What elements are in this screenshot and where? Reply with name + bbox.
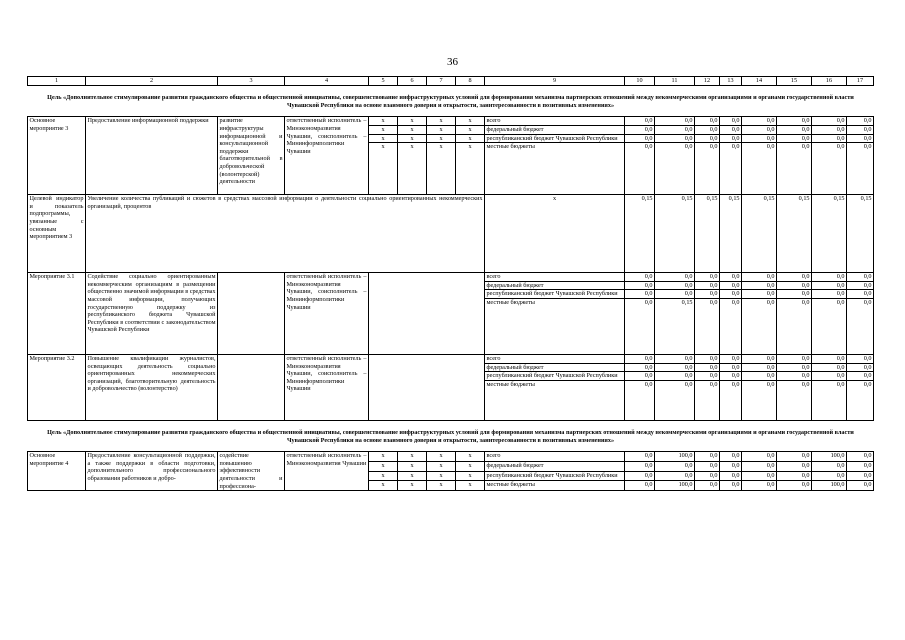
value-cell: 0,0 <box>812 354 847 363</box>
value-cell: 0,0 <box>695 273 720 282</box>
value-cell: 0,0 <box>720 281 742 290</box>
value-cell: 0,0 <box>812 126 847 135</box>
value-cell: 100,0 <box>812 481 847 491</box>
value-cell: 0,0 <box>777 143 812 195</box>
code-cell: x <box>369 143 398 195</box>
value-cell: 0,0 <box>695 471 720 481</box>
value-cell: 0,0 <box>812 143 847 195</box>
source-cell: всего <box>485 354 625 363</box>
col-num: 6 <box>398 77 427 86</box>
value-cell: 0,0 <box>847 281 874 290</box>
col-num: 5 <box>369 77 398 86</box>
source-cell: всего <box>485 452 625 462</box>
code-cell: x <box>398 143 427 195</box>
value-cell: 0,0 <box>812 363 847 372</box>
source-cell: федеральный бюджет <box>485 281 625 290</box>
value-cell: 0,0 <box>742 134 777 143</box>
source-cell: всего <box>485 273 625 282</box>
value-cell: 0,0 <box>720 126 742 135</box>
m4-executor: ответственный исполнитель – Минэкономразвития Чувашии <box>285 452 369 491</box>
value-cell: 100,0 <box>655 452 695 462</box>
value-cell: 0,0 <box>720 290 742 299</box>
table-row <box>28 117 874 126</box>
value-cell: 0,0 <box>742 481 777 491</box>
source-cell: местные бюджеты <box>485 481 625 491</box>
value-cell: 0,0 <box>655 372 695 381</box>
value-cell: 0,0 <box>777 290 812 299</box>
value-cell: 0,0 <box>625 117 655 126</box>
col-num: 11 <box>655 77 695 86</box>
value-cell: 0,0 <box>812 471 847 481</box>
value-cell: 0,0 <box>777 117 812 126</box>
value-cell: 0,0 <box>655 290 695 299</box>
source-cell: республиканский бюджет Чувашской Республики <box>485 290 625 299</box>
value-cell: 0,0 <box>655 143 695 195</box>
value-cell: 0,0 <box>742 126 777 135</box>
value-cell: 0,0 <box>847 134 874 143</box>
code-cell: x <box>456 481 485 491</box>
value-cell: 0,0 <box>777 461 812 471</box>
value-cell: 0,0 <box>720 354 742 363</box>
code-cell: x <box>427 134 456 143</box>
code-cell: x <box>456 452 485 462</box>
value-cell: 0,0 <box>777 126 812 135</box>
source-cell: местные бюджеты <box>485 298 625 354</box>
value-cell: 0,0 <box>777 273 812 282</box>
col-num: 10 <box>625 77 655 86</box>
value-cell: 0,0 <box>625 273 655 282</box>
goal-row <box>28 420 874 451</box>
value-cell: 0,0 <box>655 273 695 282</box>
value-cell: 0,0 <box>625 354 655 363</box>
m3-executor: ответственный исполнитель – Минэкономразвития Чувашии, соисполнитель – Мининформполитики Чувашии <box>285 117 369 195</box>
value-cell: 0,0 <box>742 372 777 381</box>
value-cell: 0,0 <box>625 452 655 462</box>
value-cell: 0,0 <box>777 380 812 420</box>
value-cell: 0,0 <box>812 117 847 126</box>
value-cell: 0,0 <box>720 117 742 126</box>
code-cell: x <box>369 481 398 491</box>
value-cell: 0,0 <box>847 290 874 299</box>
value-cell: 0,0 <box>720 143 742 195</box>
value-cell: 0,0 <box>812 273 847 282</box>
value-cell: 0,0 <box>777 363 812 372</box>
value-cell: 0,0 <box>777 471 812 481</box>
source-cell: федеральный бюджет <box>485 363 625 372</box>
value-cell: 0,0 <box>777 452 812 462</box>
value-cell: 0,0 <box>695 281 720 290</box>
value-cell: 0,0 <box>777 298 812 354</box>
value-cell: 0,0 <box>742 281 777 290</box>
code-cell: x <box>456 126 485 135</box>
goal-text: Цель «Дополнительное стимулирование развития гражданского общества и общественной инициативы, совершенствование инфраструктурных условий для формирования механизма партнерских отношений между некоммерческими организациями и органами государственной власти Чувашской Республики на основе взаимного доверия и открытости, заинтересованности в позитивных изменениях» <box>28 420 874 451</box>
value-cell: 0,0 <box>720 363 742 372</box>
source-cell: местные бюджеты <box>485 143 625 195</box>
code-cell: x <box>369 452 398 462</box>
indicator-code: x <box>485 195 625 273</box>
value-cell: 0,0 <box>625 363 655 372</box>
value-cell: 0,0 <box>655 471 695 481</box>
col-num: 2 <box>86 77 218 86</box>
value-cell: 0,0 <box>695 298 720 354</box>
value-cell: 0,0 <box>812 290 847 299</box>
code-cell: x <box>398 481 427 491</box>
value-cell: 0,0 <box>720 380 742 420</box>
value-cell: 0,0 <box>812 281 847 290</box>
value-cell: 0,0 <box>847 363 874 372</box>
code-cell: x <box>369 117 398 126</box>
col-num: 14 <box>742 77 777 86</box>
value-cell: 0,0 <box>812 461 847 471</box>
m4-name: Основное мероприятие 4 <box>28 452 86 491</box>
m32-title: Повышение квалификации журналистов, освещающих деятельность социально ориентированных некоммерческих организаций, благотворительную деятельность и добровольчество (волонтерство) <box>86 354 218 420</box>
value-cell: 0,0 <box>695 372 720 381</box>
value-cell: 0,0 <box>695 354 720 363</box>
code-cell: x <box>369 134 398 143</box>
value-cell: 0,0 <box>695 290 720 299</box>
value-cell: 0,0 <box>625 126 655 135</box>
source-cell: всего <box>485 117 625 126</box>
value-cell: 0,0 <box>695 363 720 372</box>
col-num: 15 <box>777 77 812 86</box>
m4-title: Предоставление консультационной поддержки, а также поддержки в области подготовки, дополнительного профессионального образования работников и добро- <box>86 452 218 491</box>
code-cell: x <box>427 461 456 471</box>
code-cell: x <box>427 471 456 481</box>
value-cell: 0,0 <box>847 481 874 491</box>
table-row <box>28 273 874 282</box>
m32-executor: ответственный исполнитель – Минэкономразвития Чувашии, соисполнитель – Мининформполитики Чувашии <box>285 354 369 420</box>
value-cell: 0,0 <box>625 143 655 195</box>
value-cell: 0,0 <box>777 354 812 363</box>
code-cell: x <box>398 134 427 143</box>
value-cell: 0,0 <box>742 143 777 195</box>
value-cell: 0,0 <box>812 372 847 381</box>
value-cell: 0,0 <box>655 354 695 363</box>
m32-codes <box>369 354 485 420</box>
value-cell: 0,0 <box>655 461 695 471</box>
code-cell: x <box>456 117 485 126</box>
value-cell: 0,0 <box>812 298 847 354</box>
value-cell: 0,0 <box>847 143 874 195</box>
value-cell: 0,15 <box>695 195 720 273</box>
value-cell: 0,0 <box>812 380 847 420</box>
page-number: 36 <box>447 56 458 68</box>
value-cell: 0,0 <box>625 290 655 299</box>
value-cell: 0,0 <box>777 372 812 381</box>
code-cell: x <box>456 134 485 143</box>
value-cell: 0,0 <box>777 481 812 491</box>
col-num: 3 <box>218 77 285 86</box>
value-cell: 0,0 <box>695 143 720 195</box>
m31-codes <box>369 273 485 355</box>
table-row <box>28 354 874 363</box>
value-cell: 0,0 <box>742 354 777 363</box>
value-cell: 0,0 <box>625 380 655 420</box>
indicator-text: Увеличение количества публикаций и сюжетов в средствах массовой информации о деятельности социально ориентированных некоммерческих организаций, процентов <box>86 195 485 273</box>
code-cell: x <box>398 452 427 462</box>
col-num: 9 <box>485 77 625 86</box>
value-cell: 0,0 <box>742 273 777 282</box>
value-cell: 0,0 <box>655 117 695 126</box>
value-cell: 0,0 <box>695 481 720 491</box>
code-cell: x <box>398 126 427 135</box>
col-num: 17 <box>847 77 874 86</box>
m32-aim <box>218 354 285 420</box>
m31-title: Содействие социально ориентированным некоммерческим организациям в размещении общественно значимой информации в средствах массовой информации, получающих государственную поддержку из республиканского бюджета Чувашской Республики в соответствии с законодательством Чувашской Республики <box>86 273 218 355</box>
value-cell: 0,0 <box>720 273 742 282</box>
value-cell: 100,0 <box>655 481 695 491</box>
code-cell: x <box>427 143 456 195</box>
value-cell: 0,0 <box>812 134 847 143</box>
value-cell: 0,0 <box>742 461 777 471</box>
code-cell: x <box>427 117 456 126</box>
value-cell: 0,0 <box>695 380 720 420</box>
value-cell: 0,15 <box>720 195 742 273</box>
code-cell: x <box>398 471 427 481</box>
value-cell: 0,0 <box>625 281 655 290</box>
value-cell: 0,0 <box>847 380 874 420</box>
value-cell: 0,15 <box>777 195 812 273</box>
m3-aim: развитие инфраструктуры информационной и консультационной поддержки благотворительной в добровольческой (волонтерской) деятельности <box>218 117 285 195</box>
col-num: 7 <box>427 77 456 86</box>
goal-row <box>28 86 874 117</box>
col-num: 8 <box>456 77 485 86</box>
value-cell: 0,0 <box>777 281 812 290</box>
col-num: 1 <box>28 77 86 86</box>
value-cell: 0,0 <box>742 298 777 354</box>
source-cell: федеральный бюджет <box>485 461 625 471</box>
m3-name: Основное мероприятие 3 <box>28 117 86 195</box>
value-cell: 0,0 <box>720 298 742 354</box>
column-number-row <box>28 77 874 86</box>
value-cell: 0,0 <box>847 452 874 462</box>
value-cell: 0,0 <box>695 134 720 143</box>
code-cell: x <box>427 452 456 462</box>
m31-name: Мероприятие 3.1 <box>28 273 86 355</box>
col-num: 16 <box>812 77 847 86</box>
code-cell: x <box>456 461 485 471</box>
value-cell: 0,0 <box>742 290 777 299</box>
table-row <box>28 452 874 462</box>
value-cell: 100,0 <box>812 452 847 462</box>
value-cell: 0,0 <box>655 281 695 290</box>
source-cell: местные бюджеты <box>485 380 625 420</box>
value-cell: 0,0 <box>847 298 874 354</box>
value-cell: 0,0 <box>742 452 777 462</box>
value-cell: 0,0 <box>655 134 695 143</box>
value-cell: 0,0 <box>695 461 720 471</box>
code-cell: x <box>456 143 485 195</box>
value-cell: 0,15 <box>625 195 655 273</box>
goal-text: Цель «Дополнительное стимулирование развития гражданского общества и общественной инициативы, совершенствование инфраструктурных условий для формирования механизма партнерских отношений между некоммерческими организациями и органами государственной власти Чувашской Республики на основе взаимного доверия и открытости, заинтересованности в позитивных изменениях» <box>28 86 874 117</box>
value-cell: 0,0 <box>847 461 874 471</box>
source-cell: федеральный бюджет <box>485 126 625 135</box>
value-cell: 0,0 <box>695 117 720 126</box>
m31-executor: ответственный исполнитель – Минэкономразвития Чувашии, соисполнитель – Мининформполитики Чувашии <box>285 273 369 355</box>
value-cell: 0,0 <box>720 452 742 462</box>
code-cell: x <box>456 471 485 481</box>
value-cell: 0,0 <box>847 117 874 126</box>
value-cell: 0,0 <box>625 134 655 143</box>
value-cell: 0,0 <box>742 363 777 372</box>
code-cell: x <box>427 481 456 491</box>
value-cell: 0,0 <box>742 380 777 420</box>
code-cell: x <box>398 117 427 126</box>
value-cell: 0,0 <box>655 126 695 135</box>
value-cell: 0,0 <box>720 481 742 491</box>
value-cell: 0,0 <box>625 372 655 381</box>
value-cell: 0,0 <box>695 126 720 135</box>
value-cell: 0,0 <box>847 354 874 363</box>
value-cell: 0,15 <box>655 298 695 354</box>
value-cell: 0,0 <box>777 134 812 143</box>
code-cell: x <box>369 461 398 471</box>
col-num: 4 <box>285 77 369 86</box>
value-cell: 0,0 <box>742 117 777 126</box>
value-cell: 0,0 <box>847 126 874 135</box>
code-cell: x <box>398 461 427 471</box>
value-cell: 0,15 <box>742 195 777 273</box>
code-cell: x <box>427 126 456 135</box>
value-cell: 0,0 <box>655 363 695 372</box>
m31-aim <box>218 273 285 355</box>
value-cell: 0,0 <box>695 452 720 462</box>
col-num: 13 <box>720 77 742 86</box>
value-cell: 0,0 <box>720 471 742 481</box>
col-num: 12 <box>695 77 720 86</box>
m4-aim: содействие повышению эффективности деятельности и профессиона- <box>219 452 283 490</box>
value-cell: 0,0 <box>720 461 742 471</box>
value-cell: 0,0 <box>720 134 742 143</box>
value-cell: 0,0 <box>847 273 874 282</box>
m32-name: Мероприятие 3.2 <box>28 354 86 420</box>
code-cell: x <box>369 471 398 481</box>
value-cell: 0,0 <box>625 471 655 481</box>
value-cell: 0,0 <box>625 481 655 491</box>
value-cell: 0,15 <box>847 195 874 273</box>
value-cell: 0,0 <box>847 372 874 381</box>
value-cell: 0,0 <box>847 471 874 481</box>
m3-title: Предоставление информационной поддержки <box>86 117 218 195</box>
value-cell: 0,0 <box>625 298 655 354</box>
program-table <box>27 76 874 491</box>
value-cell: 0,0 <box>655 380 695 420</box>
source-cell: республиканский бюджет Чувашской Республики <box>485 471 625 481</box>
value-cell: 0,15 <box>655 195 695 273</box>
table-row <box>28 195 874 273</box>
source-cell: республиканский бюджет Чувашской Республики <box>485 134 625 143</box>
value-cell: 0,15 <box>812 195 847 273</box>
value-cell: 0,0 <box>625 461 655 471</box>
value-cell: 0,0 <box>742 471 777 481</box>
source-cell: республиканский бюджет Чувашской Республики <box>485 372 625 381</box>
indicator-name: Целевой индикатор и показатель подпрограммы, увязанные с основным мероприятием 3 <box>28 195 86 273</box>
code-cell: x <box>369 126 398 135</box>
value-cell: 0,0 <box>720 372 742 381</box>
